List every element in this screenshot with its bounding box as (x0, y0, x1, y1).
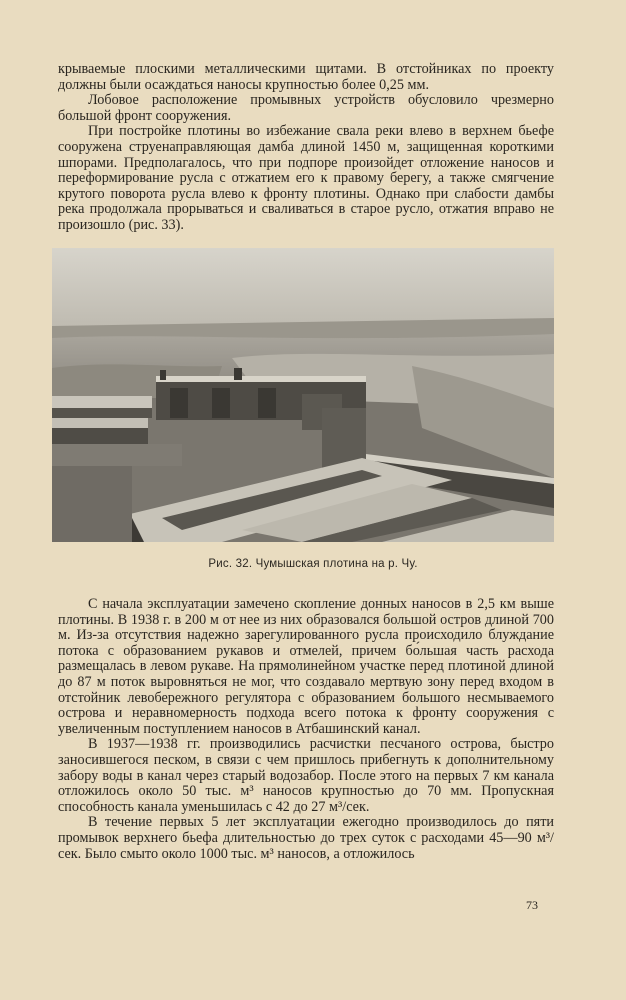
paragraph-6: В течение первых 5 лет эксплуатации ежегодно производилось до пяти промывок верхнего бьефа длительностью до трех суток с расходами 45—90 м³/сек. Было смыто около 1000 тыс. м³ наносов, а отложилось (58, 814, 554, 862)
paragraph-2: Лобовое расположение промывных устройств обусловило чрезмерно большой фронт сооружения. (58, 92, 554, 124)
paragraph-5: В 1937—1938 гг. производились расчистки песчаного острова, быстро заносившегося песком, в связи с чем пришлось прибегнуть к дополнительному забору воды в канал через старый водозабор. После этого на первых 7 км канала отложилось около 50 тыс. м³ наносов крупностью до 70 мм. Пропускная способность канала уменьшилась с 42 до 27 м³/сек. (58, 736, 554, 815)
text-block-bottom (58, 597, 554, 862)
page-number: 73 (526, 898, 538, 912)
dam-photo (52, 248, 554, 542)
paragraph-3: При постройке плотины во избежание свала реки влево в верхнем бьефе сооружена струенаправляющая дамба длиной 1450 м, защищенная короткими шпорами. Предполагалось, что при подпоре произойдет отложение наносов и переформирование русла с отжатием его к правому берегу, а также смягчение крутого поворота русла влево к фронту плотины. Однако при слабости дамбы река продолжала прорываться и сваливаться в старое русло, отжатия вправо не произошло (рис. 33). (58, 123, 554, 233)
figure-caption: Рис. 32. Чумышская плотина на р. Чу. (208, 558, 418, 570)
text-block-top (58, 62, 554, 234)
paragraph-1: крываемые плоскими металлическими щитами. В отстойниках по проекту должны были осаждаться наносы крупностью более 0,25 мм. (58, 61, 554, 93)
paragraph-4: С начала эксплуатации замечено скопление донных наносов в 2,5 км выше плотины. В 1938 г. в 200 м от нее из них образовался большой остров длиной 700 м. Из-за отсутствия надежно зарегулированного русла происходило блуждание потока с образованием рукавов и отмелей, причем бо́льшая часть расхода размещалась в левом рукаве. На прямолинейном участке перед плотиной длиной до 87 м поток выровняться не мог, что создавало мертвую зону перед входом в отстойник левобережного регулятора с образованием большого несмываемого острова и неравномерность подхода всего потока к фронту сооружения с увеличенным поступлением наносов в Атбашинский канал. (58, 596, 554, 737)
